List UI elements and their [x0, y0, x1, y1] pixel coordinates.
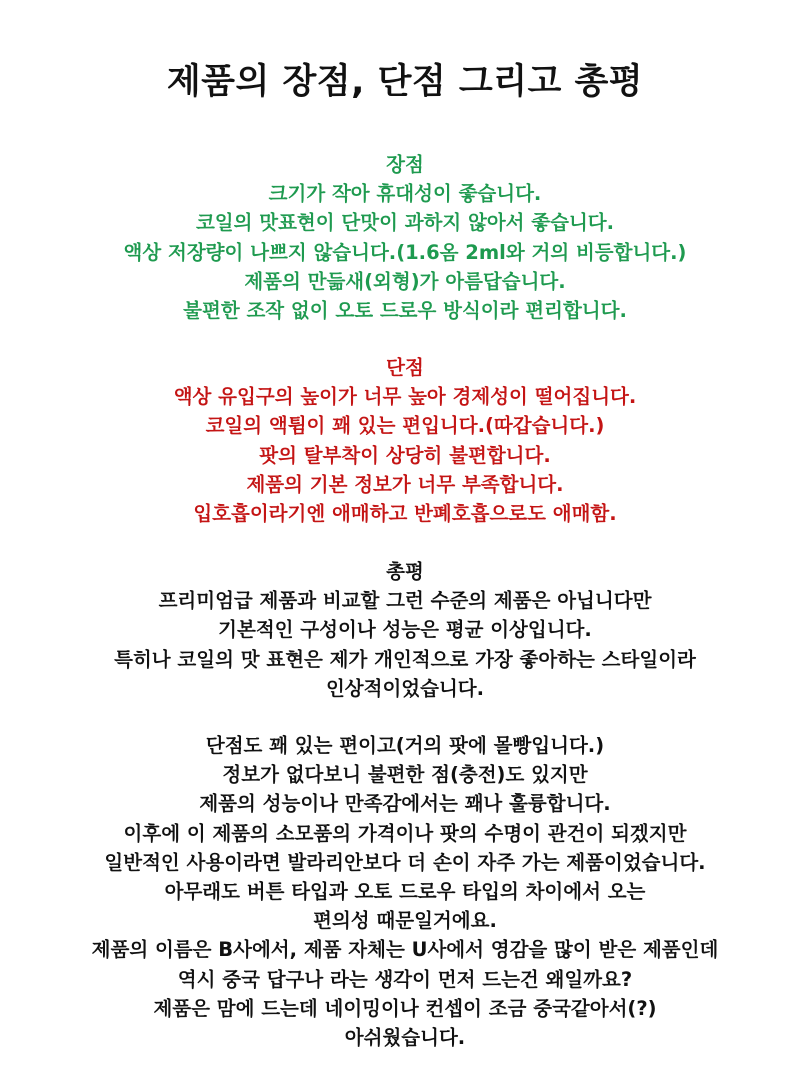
cons-line: 제품의 기본 정보가 너무 부족합니다. [246, 472, 564, 496]
pros-line: 불편한 조작 없이 오토 드로우 방식이라 편리합니다. [183, 298, 627, 322]
summary-section [0, 557, 810, 703]
pros-line: 제품의 만듦새(외형)가 아름답습니다. [244, 269, 566, 293]
summary-line: 특히나 코일의 맛 표현은 제가 개인적으로 가장 좋아하는 스타일이라 [114, 647, 696, 671]
summary-line: 단점도 꽤 있는 편이고(거의 팟에 몰빵입니다.) [205, 734, 605, 757]
pros-line: 크기가 작아 휴대성이 좋습니다. [268, 182, 542, 206]
summary-line: 프리미엄급 제품과 비교할 그런 수준의 제품은 아닙니다만 [158, 589, 652, 613]
summary-line: 일반적인 사용이라면 발라리안보다 더 손이 자주 가는 제품이었습니다. [104, 850, 706, 874]
summary-line: 제품의 성능이나 만족감에서는 꽤나 훌륭합니다. [199, 792, 611, 816]
summary-continued-section [0, 731, 810, 1052]
summary-line: 인상적이었습니다. [325, 676, 485, 700]
summary-line: 이후에 이 제품의 소모품의 가격이나 팟의 수명이 관건이 되겠지만 [123, 821, 687, 845]
pros-section [0, 150, 810, 325]
cons-line: 팟의 탈부착이 상당히 불편합니다. [259, 443, 551, 467]
pros-line: 액상 저장량이 나쁘지 않습니다.(1.6옴 2ml와 거의 비등합니다.) [123, 240, 687, 264]
cons-line: 입호흡이라기엔 애매하고 반폐호흡으로도 애매함. [193, 501, 617, 525]
summary-heading: 총평 [386, 560, 424, 583]
cons-heading: 단점 [386, 356, 424, 379]
summary-line: 아무래도 버튼 타입과 오토 드로우 타입의 차이에서 오는 [164, 879, 646, 903]
page-title: 제품의 장점, 단점 그리고 총평 [166, 62, 644, 102]
cons-section [0, 353, 810, 528]
summary-line: 기본적인 구성이나 성능은 평균 이상입니다. [218, 618, 592, 642]
pros-heading: 장점 [386, 153, 424, 176]
summary-line: 역시 중국 답구나 라는 생각이 먼저 드는건 왜일까요? [177, 967, 633, 991]
pros-line: 코일의 맛표현이 단맛이 과하지 않아서 좋습니다. [195, 211, 615, 235]
summary-line: 정보가 없다보니 불편한 점(충전)도 있지만 [222, 763, 588, 787]
summary-line: 아쉬웠습니다. [344, 1025, 466, 1049]
summary-line: 편의성 때문일거에요. [313, 909, 497, 933]
cons-line: 코일의 액튐이 꽤 있는 편입니다.(따갑습니다.) [205, 414, 605, 438]
cons-line: 액상 유입구의 높이가 너무 높아 경제성이 떨어집니다. [173, 385, 637, 409]
summary-line: 제품의 이름은 B사에서, 제품 자체는 U사에서 영감을 많이 받은 제품인데 [91, 938, 719, 962]
summary-line: 제품은 맘에 드는데 네이밍이나 컨셉이 조금 중국같아서(?) [153, 996, 657, 1020]
